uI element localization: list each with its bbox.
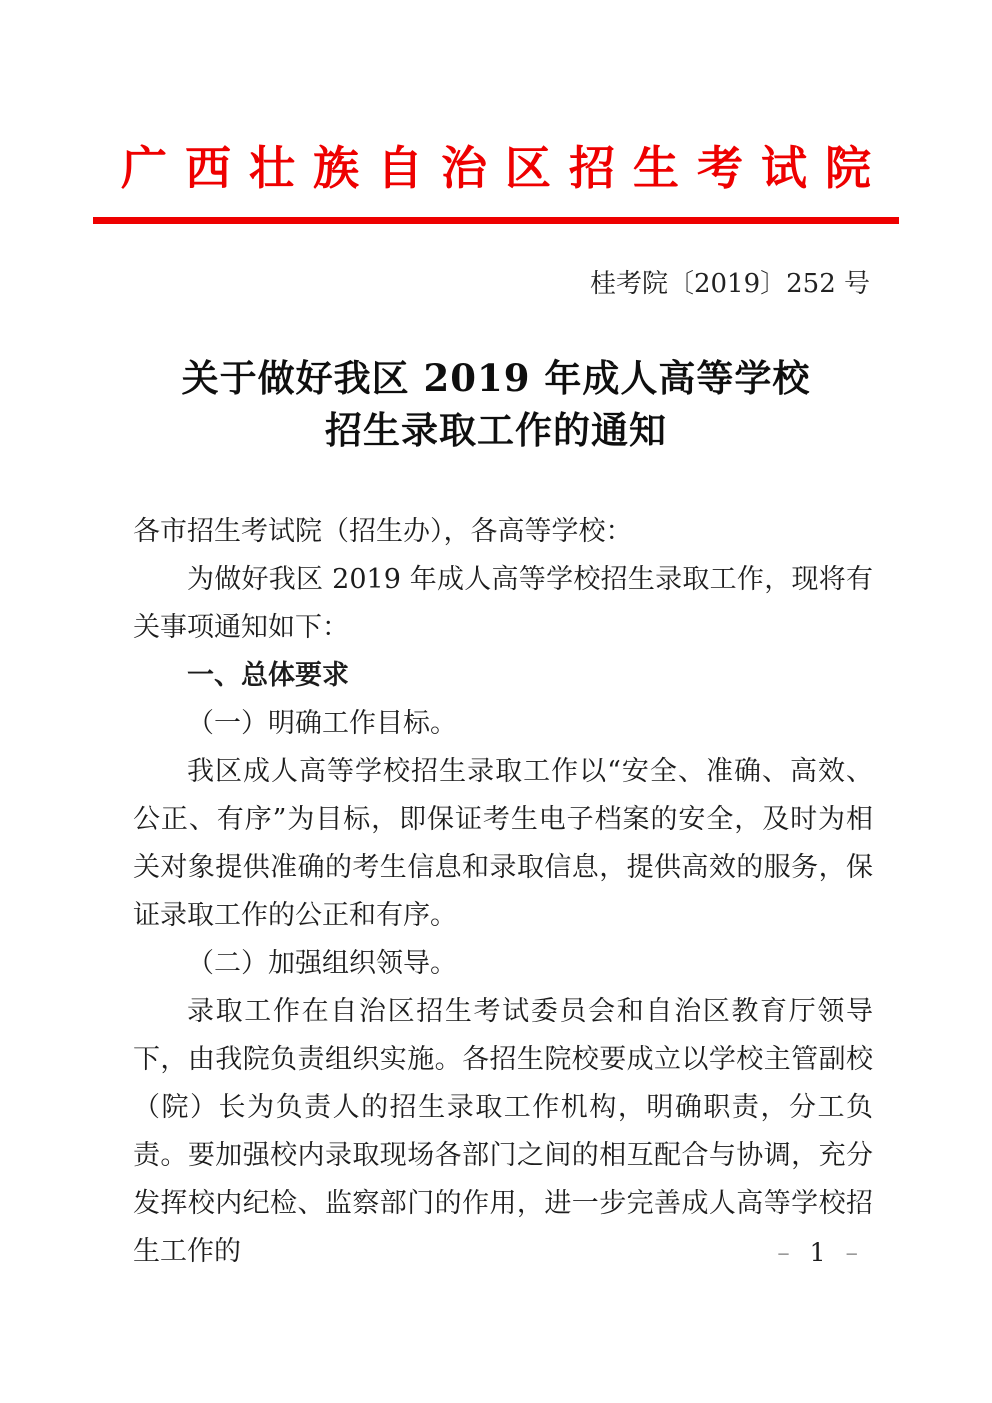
subsection-heading-1-1: （一）明确工作目标。 xyxy=(187,708,457,739)
paragraph-organization-leadership: 录取工作在自治区招生考试委员会和自治区教育厅领导下，由我院负责组织实施。各招生院校要成立以学校主管副校（院）长为负责人的招生录取工作机构，明确职责，分工负责。要加强校内录取现场各部门之间的相互配合与协调，充分发挥校内纪检、监察部门的作用，进一步完善成人高等学校招生工作的 xyxy=(133,996,873,1267)
page-number-value: 1 xyxy=(809,1238,832,1267)
document-title-line-2: 招生录取工作的通知 xyxy=(325,408,667,452)
page-number-dash-left: – xyxy=(777,1238,796,1267)
header-divider-rule xyxy=(93,217,899,224)
section-heading-1: 一、总体要求 xyxy=(187,660,349,691)
document-title xyxy=(0,352,992,456)
paragraph-work-goals: 我区成人高等学校招生录取工作以“安全、准确、高效、公正、有序”为目标，即保证考生电子档案的安全，及时为相关对象提供准确的考生信息和录取信息，提供高效的服务，保证录取工作的公正和有序。 xyxy=(133,756,873,931)
paragraph-intro: 为做好我区 2019 年成人高等学校招生录取工作，现将有关事项通知如下： xyxy=(133,564,873,643)
document-body xyxy=(133,508,873,1276)
subsection-heading-1-2: （二）加强组织领导。 xyxy=(187,948,457,979)
page-number xyxy=(777,1238,864,1268)
document-title-line-1: 关于做好我区 2019 年成人高等学校 xyxy=(181,356,811,400)
agency-name: 广西壮族自治区招生考试院 xyxy=(121,141,889,195)
page-number-dash-right: – xyxy=(845,1238,864,1267)
document-reference-number: 桂考院〔2019〕252 号 xyxy=(589,269,870,299)
salutation: 各市招生考试院（招生办），各高等学校： xyxy=(133,516,633,547)
letterhead xyxy=(0,134,992,224)
